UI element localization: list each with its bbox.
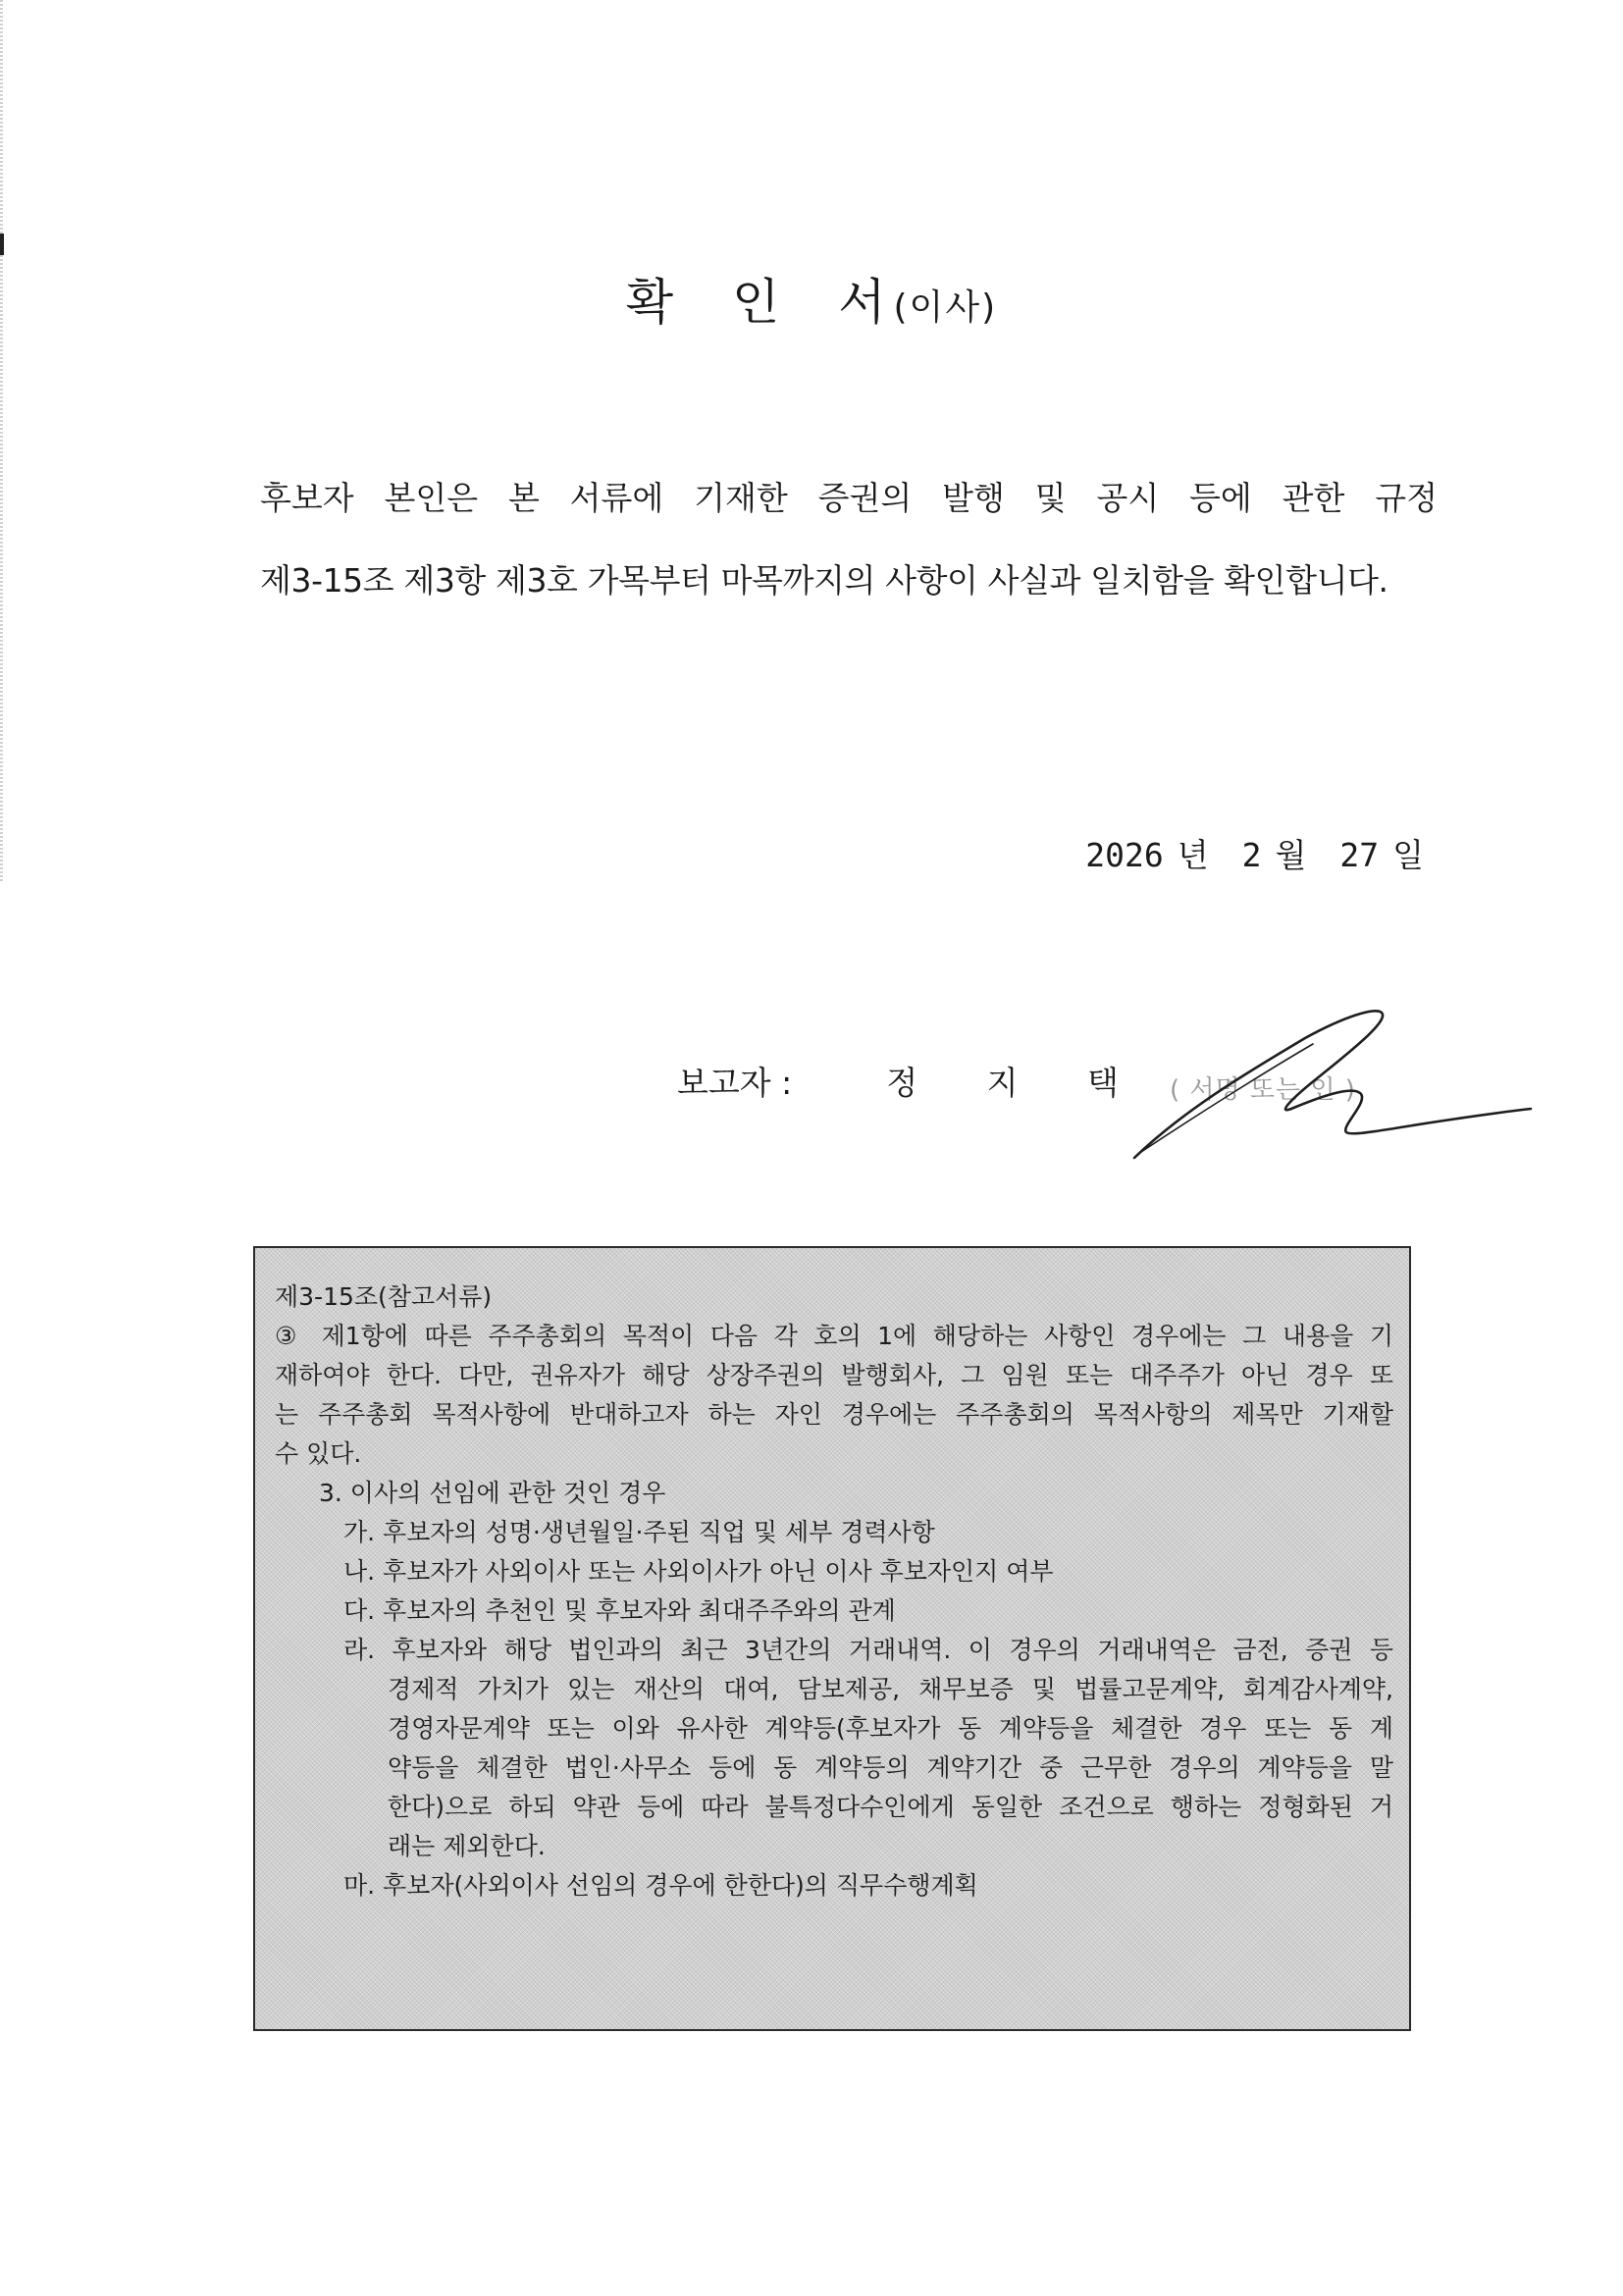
reference-box	[253, 1246, 1411, 2031]
reference-item-ra-continuation: 경제적 가치가 있는 재산의 대여, 담보제공, 채무보증 및 법률고문계약, 회계감사계약,	[388, 1675, 1393, 1703]
document-date	[1085, 830, 1424, 876]
date-year-unit: 년	[1177, 836, 1209, 874]
date-month-unit: 월	[1275, 836, 1307, 874]
reference-content	[275, 1278, 1393, 1905]
reference-paragraph-line: 는 주주총회 목적사항에 반대하고자 하는 자인 경우에는 주주총회의 목적사항의 제목만 기재할	[275, 1400, 1393, 1429]
reference-item-ra-continuation: 한다)으로 하되 약관 등에 따라 불특정다수인에게 동일한 조건으로 행하는 정형화된 거	[388, 1793, 1393, 1821]
reference-item-ga: 가. 후보자의 성명·생년월일·주된 직업 및 세부 경력사항	[343, 1518, 935, 1546]
reference-item-ra-continuation: 경영자문계약 또는 이와 유사한 계약등(후보자가 동 계약등을 체결한 경우 또는 동 계	[388, 1714, 1393, 1743]
reference-paragraph-line: ③ 제1항에 따른 주주총회의 목적이 다음 각 호의 1에 해당하는 사항인 경우에는 그 내용을 기	[275, 1322, 1393, 1350]
reference-heading: 제3-15조(참고서류)	[275, 1282, 493, 1311]
reference-paragraph-line: 재하여야 한다. 다만, 권유자가 해당 상장주권의 발행회사, 그 임원 또는 대주주가 아닌 경우 또	[275, 1361, 1393, 1389]
date-day: 27	[1339, 836, 1380, 874]
reporter-name: 정 지 택	[886, 1064, 1148, 1102]
date-year: 2026	[1085, 836, 1164, 874]
scan-edge-artifact	[0, 0, 3, 883]
reference-item-ra-continuation: 래는 제외한다.	[388, 1832, 546, 1860]
reporter-line	[677, 1058, 1148, 1104]
title-sub: (이사)	[893, 287, 998, 328]
reporter-label: 보고자 :	[677, 1064, 793, 1102]
signature-placeholder: ( 서명 또는 인 )	[1170, 1075, 1356, 1105]
reference-paragraph-line: 수 있다.	[275, 1439, 362, 1468]
scan-mark-artifact	[0, 234, 4, 255]
reference-item-ma: 마. 후보자(사외이사 선임의 경우에 한한다)의 직무수행계획	[343, 1871, 978, 1900]
title-main: 확 인 서	[625, 274, 908, 331]
date-day-unit: 일	[1392, 836, 1424, 874]
confirmation-statement	[260, 457, 1438, 622]
statement-line-1: 후보자 본인은 본 서류에 기재한 증권의 발행 및 공시 등에 관한 규정	[260, 479, 1438, 517]
statement-line-2: 제3-15조 제3항 제3호 가목부터 마목까지의 사항이 사실과 일치함을 확인합니다.	[260, 561, 1388, 600]
reference-item-da: 다. 후보자의 추천인 및 후보자와 최대주주와의 관계	[343, 1596, 896, 1625]
date-month: 2	[1241, 836, 1262, 874]
reference-item-3: 3. 이사의 선임에 관한 것인 경우	[319, 1479, 666, 1507]
document-title	[0, 263, 1623, 334]
reference-item-ra-continuation: 약등을 체결한 법인·사무소 등에 동 계약등의 계약기간 중 근무한 경우의 계약등을 말	[388, 1753, 1393, 1782]
reference-item-ra: 라. 후보자와 해당 법인과의 최근 3년간의 거래내역. 이 경우의 거래내역은 금전, 증권 등	[343, 1636, 1393, 1664]
handwritten-signature	[1119, 999, 1550, 1171]
reference-item-na: 나. 후보자가 사외이사 또는 사외이사가 아닌 이사 후보자인지 여부	[343, 1557, 1054, 1586]
